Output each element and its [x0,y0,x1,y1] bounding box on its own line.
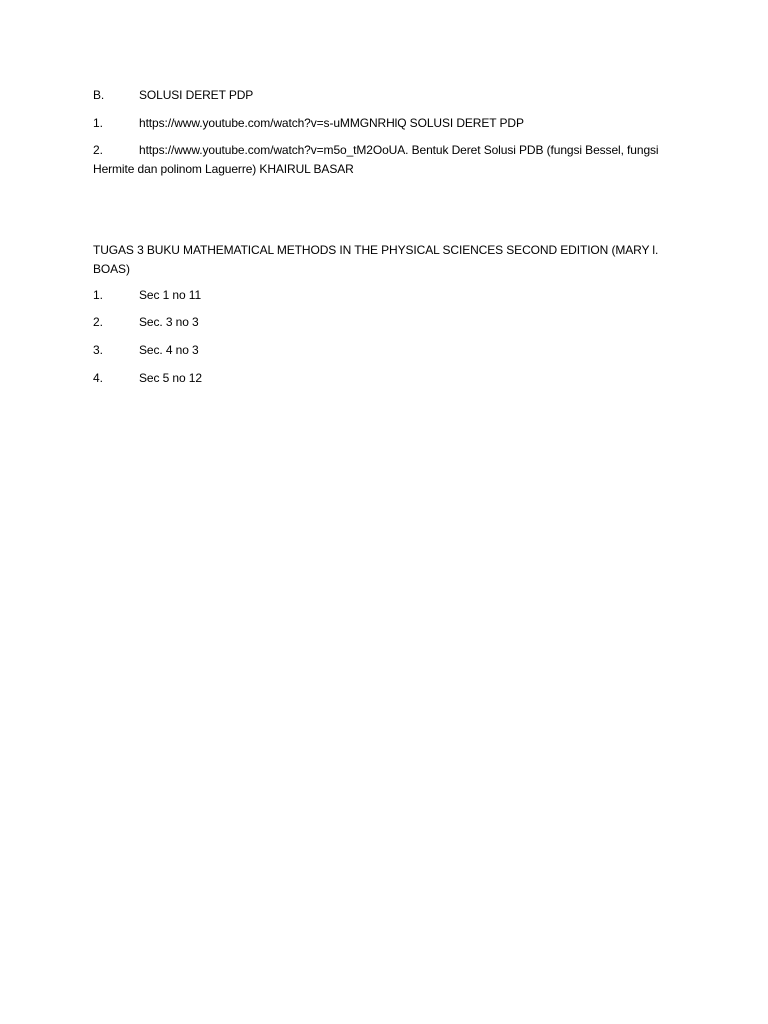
link-item [93,114,524,133]
assignment-item [93,369,202,388]
assignment-item-text: Sec 5 no 12 [139,371,202,385]
link-text[interactable]: https://www.youtube.com/watch?v=m5o_tM2OoUA. Bentuk Deret Solusi PDB (fungsi Bessel, fungsi Hermite dan polinom Laguerre) KHAIRUL BASAR [93,143,659,176]
assignment-item [93,286,201,305]
assignment-item-number: 2. [93,315,103,329]
assignment-item-number: 4. [93,371,103,385]
link-number: 1. [93,116,103,130]
link-text[interactable]: https://www.youtube.com/watch?v=s-uMMGNRHlQ SOLUSI DERET PDP [139,116,524,130]
assignment-item-number: 3. [93,343,103,357]
assignment-item [93,313,199,332]
section-b-title: SOLUSI DERET PDP [139,88,254,102]
assignment-item-number: 1. [93,288,103,302]
assignment-item-text: Sec 1 no 11 [139,288,202,302]
assignment-item [93,341,199,360]
assignment-item-text: Sec. 4 no 3 [139,343,199,357]
link-number: 2. [93,143,103,157]
section-b-marker: B. [93,88,105,102]
assignment-title: TUGAS 3 BUKU MATHEMATICAL METHODS IN THE PHYSICAL SCIENCES SECOND EDITION (MARY l. BOAS) [93,243,659,276]
link-item [93,141,673,179]
section-b-heading [93,86,253,105]
assignment-item-text: Sec. 3 no 3 [139,315,199,329]
